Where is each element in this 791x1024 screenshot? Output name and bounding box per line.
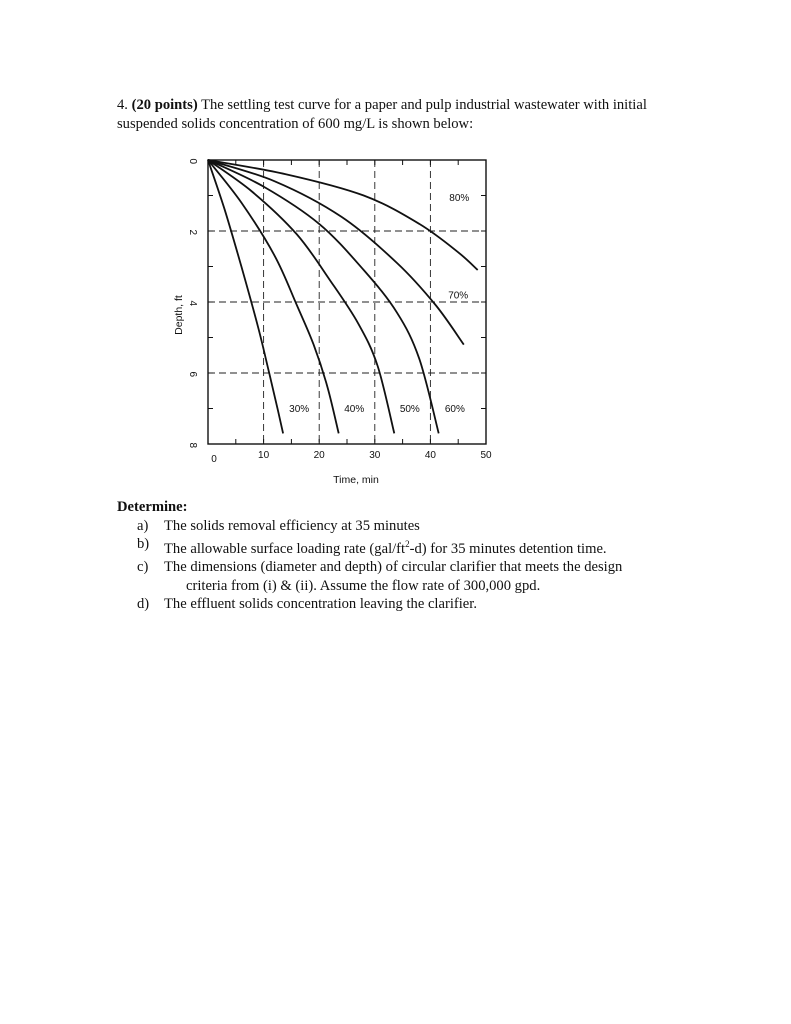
x-axis-title: Time, min	[333, 474, 379, 486]
intro-line-2: suspended solids concentration of 600 mg/L is shown below:	[117, 116, 474, 132]
item-text-end: -d) for 35 minutes detention time.	[409, 540, 607, 557]
problem-number: 4.	[117, 97, 128, 113]
x-tick-label: 10	[258, 450, 270, 461]
determine-list	[117, 517, 717, 614]
problem-points: (20 points)	[131, 97, 198, 113]
superscript: 2	[405, 539, 410, 549]
problem-statement	[117, 96, 707, 134]
y-tick-label: 0	[187, 158, 198, 164]
list-item	[137, 535, 717, 558]
x-tick-label: 0	[211, 454, 217, 465]
settling-test-chart	[160, 150, 520, 495]
item-text: The allowable surface loading rate (gal/ft	[164, 540, 406, 557]
x-tick-label: 40	[424, 450, 436, 461]
item-marker: c)	[137, 559, 149, 576]
item-text: The effluent solids concentration leaving the clarifier.	[164, 596, 477, 613]
determine-heading: Determine:	[117, 499, 188, 515]
item-text-continued: criteria from (i) & (ii). Assume the flow rate of 300,000 gpd.	[186, 577, 541, 594]
curve-label-80pct: 80%	[449, 192, 470, 204]
problem-line-1	[117, 96, 707, 115]
curve-label-50pct: 50%	[399, 404, 420, 416]
y-axis-title: Depth, ft	[173, 295, 185, 335]
intro-line-1: The settling test curve for a paper and pulp industrial wastewater with initial	[201, 97, 647, 113]
labels-group	[187, 158, 492, 465]
settling-curve-60pct	[208, 160, 439, 433]
y-tick-label: 4	[187, 300, 198, 306]
item-text: The dimensions (diameter and depth) of circular clarifier that meets the design	[164, 559, 623, 576]
chart-grid	[208, 160, 486, 444]
settling-curve-80pct	[208, 160, 478, 270]
list-item	[137, 517, 717, 536]
list-item	[137, 558, 717, 595]
x-tick-label: 30	[369, 450, 381, 461]
settling-curve-30pct	[208, 160, 283, 433]
determine-section	[117, 498, 717, 614]
y-tick-label: 8	[187, 442, 198, 448]
y-tick-label: 6	[187, 371, 198, 377]
item-marker: d)	[137, 596, 150, 613]
item-marker: a)	[137, 517, 149, 534]
item-marker: b)	[137, 536, 150, 552]
x-tick-label: 20	[313, 450, 325, 461]
y-tick-label: 2	[187, 229, 198, 235]
curve-label-70pct: 70%	[448, 290, 469, 302]
curve-label-60pct: 60%	[444, 404, 465, 416]
item-text: The solids removal efficiency at 35 minutes	[164, 517, 420, 534]
x-tick-label: 50	[480, 450, 492, 461]
list-item	[137, 595, 717, 614]
settling-curve-50pct	[208, 160, 394, 433]
curve-label-40pct: 40%	[344, 404, 365, 416]
curves-group	[208, 160, 478, 433]
curve-label-30pct: 30%	[289, 404, 310, 416]
